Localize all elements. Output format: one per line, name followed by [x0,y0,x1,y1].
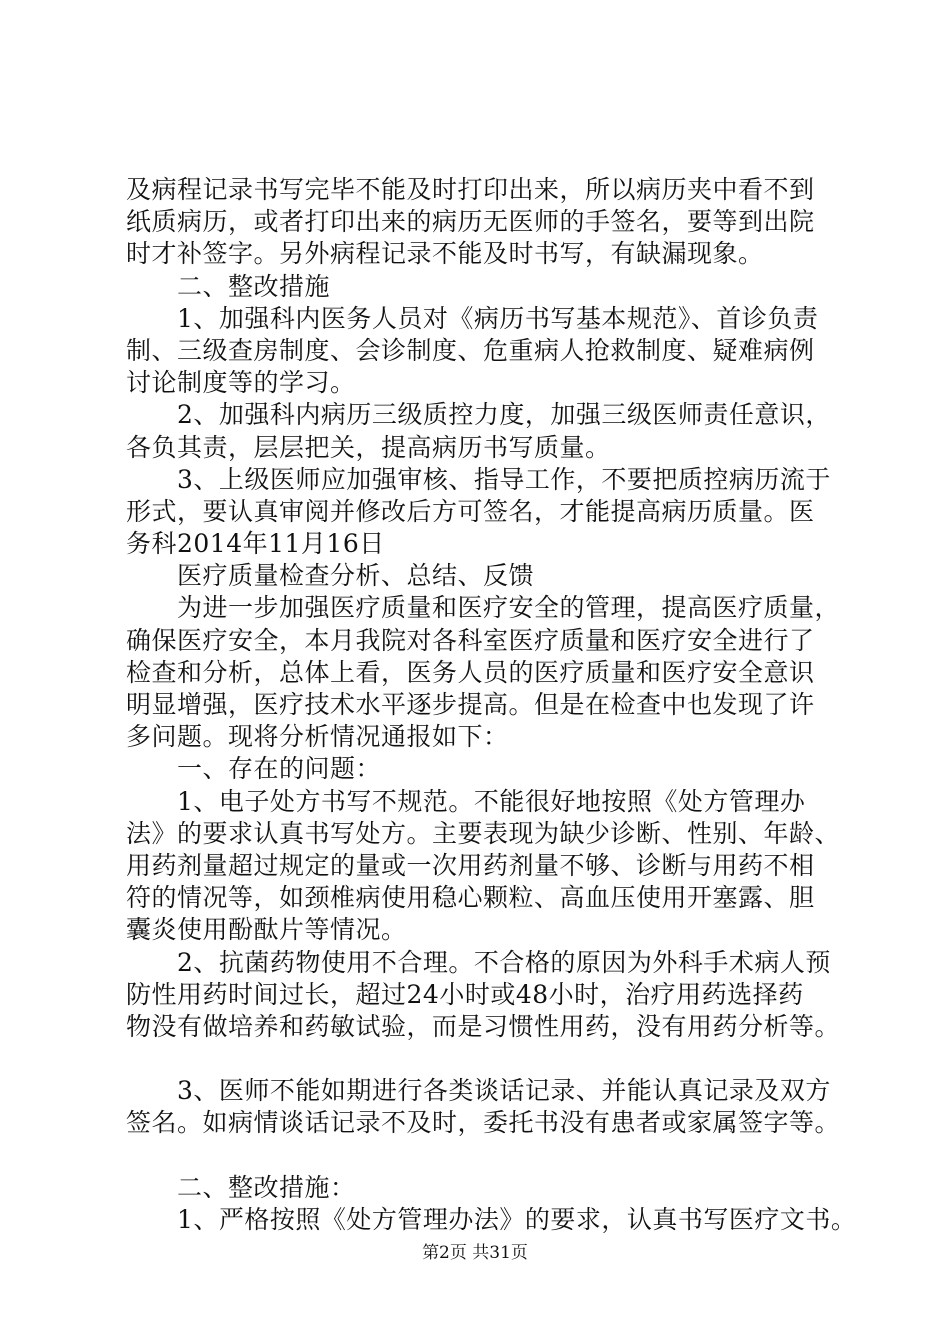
document-body [126,174,857,1236]
text-line: 各负其责，层层把关，提高病历书写质量。 [126,432,611,462]
page-footer: 第2页 共31页 [422,1243,528,1263]
text-line: 3、医师不能如期进行各类谈话记录、并能认真记录及双方 [126,1076,831,1106]
text-line: 时才补签字。另外病程记录不能及时书写，有缺漏现象。 [126,239,764,269]
text-line: 医疗质量检查分析、总结、反馈 [126,561,535,591]
text-line: 形式，要认真审阅并修改后方可签名，才能提高病历质量。医 [126,496,815,526]
text-line: 为进一步加强医疗质量和医疗安全的管理，提高医疗质量， [126,593,841,623]
text-line: 物没有做培养和药敏试验，而是习惯性用药，没有用药分析等。 [126,1011,841,1041]
text-line: 明显增强，医疗技术水平逐步提高。但是在检查中也发现了许 [126,690,815,719]
text-line: 1、加强科内医务人员对《病历书写基本规范》、首诊负责 [126,303,819,333]
text-line: 二、整改措施： [126,1172,356,1202]
text-line: 用药剂量超过规定的量或一次用药剂量不够、诊断与用药不相 [126,850,815,880]
text-line: 法》的要求认真书写处方。主要表现为缺少诊断、性别、年龄、 [126,818,841,848]
text-line: 务科2014年11月16日 [126,529,385,559]
text-line: 1、电子处方书写不规范。不能很好地按照《处方管理办 [126,786,806,816]
text-line: 多问题。现将分析情况通报如下： [126,722,509,752]
text-line: 3、上级医师应加强审核、指导工作，不要把质控病历流于 [126,464,831,494]
text-line: 防性用药时间过长，超过24小时或48小时，治疗用药选择药 [126,979,804,1009]
text-line: 囊炎使用酚酞片等情况。 [126,915,407,945]
text-line: 一、存在的问题： [126,754,382,784]
text-line: 二、整改措施 [126,271,331,301]
text-line: 1、严格按照《处方管理办法》的要求，认真书写医疗文书。 [126,1205,857,1234]
text-line: 讨论制度等的学习。 [126,368,356,398]
text-line: 2、加强科内病历三级质控力度，加强三级医师责任意识， [126,400,831,430]
text-line: 确保医疗安全，本月我院对各科室医疗质量和医疗安全进行了 [126,625,815,655]
text-line: 制、三级查房制度、会诊制度、危重病人抢救制度、疑难病例 [126,335,815,365]
text-line: 纸质病历，或者打印出来的病历无医师的手签名，要等到出院 [126,207,815,237]
text-line: 签名。如病情谈话记录不及时，委托书没有患者或家属签字等。 [126,1108,841,1138]
text-line: 符的情况等，如颈椎病使用稳心颗粒、高血压使用开塞露、胆 [126,883,815,913]
blank-line [126,1140,830,1172]
text-line: 检查和分析，总体上看，医务人员的医疗质量和医疗安全意识 [126,657,815,687]
text-line: 2、抗菌药物使用不合理。不合格的原因为外科手术病人预 [126,947,831,977]
blank-line [126,1043,830,1075]
text-line: 及病程记录书写完毕不能及时打印出来，所以病历夹中看不到 [126,175,815,204]
